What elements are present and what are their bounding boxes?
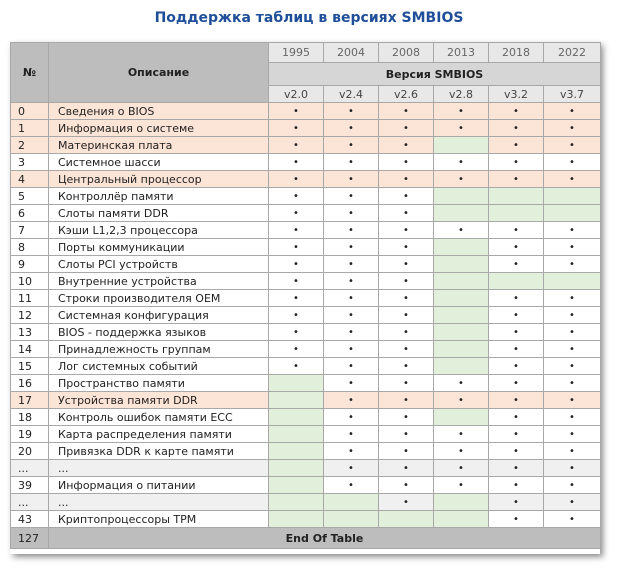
smbios-table-frame bbox=[10, 42, 600, 554]
unsupported-cell bbox=[434, 307, 489, 324]
table-row bbox=[11, 494, 601, 511]
table-row bbox=[11, 511, 601, 528]
support-dot: • bbox=[324, 426, 379, 443]
support-dot: • bbox=[324, 477, 379, 494]
support-dot: • bbox=[324, 154, 379, 171]
support-dot: • bbox=[324, 222, 379, 239]
row-description: Материнская плата bbox=[49, 137, 269, 154]
table-body bbox=[11, 103, 601, 528]
support-dot: • bbox=[544, 120, 601, 137]
row-description: Центральный процессор bbox=[49, 171, 269, 188]
year-header: 2004 bbox=[324, 43, 379, 63]
table-row bbox=[11, 375, 601, 392]
support-dot: • bbox=[434, 171, 489, 188]
row-number: 14 bbox=[11, 341, 49, 358]
support-dot: • bbox=[269, 256, 324, 273]
unsupported-cell bbox=[269, 443, 324, 460]
support-dot: • bbox=[489, 341, 544, 358]
unsupported-cell bbox=[324, 494, 379, 511]
row-description: Привязка DDR к карте памяти bbox=[49, 443, 269, 460]
row-description: BIOS - поддержка языков bbox=[49, 324, 269, 341]
row-description: ... bbox=[49, 460, 269, 477]
table-row bbox=[11, 426, 601, 443]
row-number: 20 bbox=[11, 443, 49, 460]
row-description: Принадлежность группам bbox=[49, 341, 269, 358]
version-header: v2.8 bbox=[434, 86, 489, 103]
unsupported-cell bbox=[434, 256, 489, 273]
table-row bbox=[11, 256, 601, 273]
support-dot: • bbox=[434, 120, 489, 137]
support-dot: • bbox=[489, 477, 544, 494]
support-dot: • bbox=[379, 341, 434, 358]
support-dot: • bbox=[489, 443, 544, 460]
support-dot: • bbox=[324, 273, 379, 290]
unsupported-cell bbox=[434, 290, 489, 307]
support-dot: • bbox=[489, 137, 544, 154]
table-row bbox=[11, 290, 601, 307]
row-number: 0 bbox=[11, 103, 49, 120]
row-description: Информация о питании bbox=[49, 477, 269, 494]
support-dot: • bbox=[489, 290, 544, 307]
support-dot: • bbox=[269, 188, 324, 205]
row-number: 1 bbox=[11, 120, 49, 137]
row-description: Кэши L1,2,3 процессора bbox=[49, 222, 269, 239]
support-dot: • bbox=[544, 358, 601, 375]
support-dot: • bbox=[324, 324, 379, 341]
unsupported-cell bbox=[489, 205, 544, 222]
support-dot: • bbox=[544, 392, 601, 409]
support-dot: • bbox=[379, 358, 434, 375]
support-dot: • bbox=[489, 120, 544, 137]
unsupported-cell bbox=[434, 137, 489, 154]
row-number: 11 bbox=[11, 290, 49, 307]
support-dot: • bbox=[269, 358, 324, 375]
support-dot: • bbox=[434, 426, 489, 443]
row-number: 2 bbox=[11, 137, 49, 154]
row-description: Информация о системе bbox=[49, 120, 269, 137]
table-row bbox=[11, 171, 601, 188]
support-dot: • bbox=[544, 103, 601, 120]
support-dot: • bbox=[434, 375, 489, 392]
unsupported-cell bbox=[434, 341, 489, 358]
support-dot: • bbox=[269, 154, 324, 171]
table-row bbox=[11, 154, 601, 171]
support-dot: • bbox=[489, 409, 544, 426]
row-number: 19 bbox=[11, 426, 49, 443]
end-of-table-row bbox=[11, 528, 601, 549]
support-dot: • bbox=[269, 307, 324, 324]
row-number: 17 bbox=[11, 392, 49, 409]
year-header: 2022 bbox=[544, 43, 601, 63]
unsupported-cell bbox=[434, 273, 489, 290]
row-number: 15 bbox=[11, 358, 49, 375]
support-dot: • bbox=[324, 290, 379, 307]
row-description: Карта распределения памяти bbox=[49, 426, 269, 443]
row-number: 13 bbox=[11, 324, 49, 341]
support-dot: • bbox=[324, 256, 379, 273]
support-dot: • bbox=[544, 154, 601, 171]
table-header bbox=[11, 43, 601, 103]
row-description: Криптопроцессоры TPM bbox=[49, 511, 269, 528]
row-description: Строки производителя OEM bbox=[49, 290, 269, 307]
support-dot: • bbox=[324, 171, 379, 188]
support-dot: • bbox=[379, 443, 434, 460]
support-dot: • bbox=[324, 307, 379, 324]
version-header: v2.6 bbox=[379, 86, 434, 103]
table-row bbox=[11, 392, 601, 409]
support-dot: • bbox=[544, 290, 601, 307]
support-dot: • bbox=[324, 409, 379, 426]
year-header: 2013 bbox=[434, 43, 489, 63]
table-row bbox=[11, 103, 601, 120]
support-dot: • bbox=[269, 120, 324, 137]
page-title: Поддержка таблиц в версиях SMBIOS bbox=[154, 10, 464, 26]
support-dot: • bbox=[269, 324, 324, 341]
row-number: 4 bbox=[11, 171, 49, 188]
support-dot: • bbox=[489, 494, 544, 511]
table-row bbox=[11, 460, 601, 477]
support-dot: • bbox=[434, 222, 489, 239]
support-dot: • bbox=[489, 222, 544, 239]
unsupported-cell bbox=[379, 511, 434, 528]
support-dot: • bbox=[269, 239, 324, 256]
support-dot: • bbox=[324, 120, 379, 137]
support-dot: • bbox=[544, 137, 601, 154]
support-dot: • bbox=[489, 324, 544, 341]
support-dot: • bbox=[544, 494, 601, 511]
support-dot: • bbox=[379, 426, 434, 443]
support-dot: • bbox=[489, 256, 544, 273]
row-number: 39 bbox=[11, 477, 49, 494]
row-number: 9 bbox=[11, 256, 49, 273]
support-dot: • bbox=[434, 103, 489, 120]
table-row bbox=[11, 120, 601, 137]
support-dot: • bbox=[379, 460, 434, 477]
unsupported-cell bbox=[544, 205, 601, 222]
support-dot: • bbox=[489, 392, 544, 409]
unsupported-cell bbox=[269, 375, 324, 392]
row-description: Контроль ошибок памяти ECC bbox=[49, 409, 269, 426]
year-header: 2018 bbox=[489, 43, 544, 63]
support-dot: • bbox=[379, 290, 434, 307]
support-dot: • bbox=[544, 239, 601, 256]
support-dot: • bbox=[489, 239, 544, 256]
row-number: 43 bbox=[11, 511, 49, 528]
support-dot: • bbox=[489, 511, 544, 528]
row-number: 5 bbox=[11, 188, 49, 205]
support-dot: • bbox=[269, 341, 324, 358]
support-dot: • bbox=[434, 154, 489, 171]
support-dot: • bbox=[434, 443, 489, 460]
unsupported-cell bbox=[544, 188, 601, 205]
support-dot: • bbox=[434, 392, 489, 409]
support-dot: • bbox=[434, 460, 489, 477]
support-dot: • bbox=[489, 171, 544, 188]
support-dot: • bbox=[544, 409, 601, 426]
support-dot: • bbox=[544, 222, 601, 239]
row-number: 8 bbox=[11, 239, 49, 256]
table-row bbox=[11, 222, 601, 239]
row-description: Внутренние устройства bbox=[49, 273, 269, 290]
support-dot: • bbox=[324, 443, 379, 460]
unsupported-cell bbox=[269, 460, 324, 477]
row-number: 18 bbox=[11, 409, 49, 426]
row-description: Лог системных событий bbox=[49, 358, 269, 375]
unsupported-cell bbox=[434, 358, 489, 375]
support-dot: • bbox=[379, 409, 434, 426]
row-description: Порты коммуникации bbox=[49, 239, 269, 256]
support-dot: • bbox=[489, 426, 544, 443]
support-dot: • bbox=[489, 154, 544, 171]
unsupported-cell bbox=[434, 188, 489, 205]
support-dot: • bbox=[544, 477, 601, 494]
support-dot: • bbox=[269, 273, 324, 290]
unsupported-cell bbox=[434, 511, 489, 528]
support-dot: • bbox=[379, 307, 434, 324]
support-dot: • bbox=[379, 103, 434, 120]
version-header: v3.7 bbox=[544, 86, 601, 103]
row-description: Пространство памяти bbox=[49, 375, 269, 392]
support-dot: • bbox=[379, 375, 434, 392]
support-dot: • bbox=[489, 375, 544, 392]
unsupported-cell bbox=[489, 188, 544, 205]
unsupported-cell bbox=[324, 511, 379, 528]
unsupported-cell bbox=[269, 409, 324, 426]
support-dot: • bbox=[379, 120, 434, 137]
year-header: 1995 bbox=[269, 43, 324, 63]
column-header-description: Описание bbox=[49, 43, 269, 103]
unsupported-cell bbox=[434, 494, 489, 511]
row-number: 12 bbox=[11, 307, 49, 324]
table-row bbox=[11, 409, 601, 426]
support-dot: • bbox=[434, 477, 489, 494]
table-row bbox=[11, 273, 601, 290]
table-row bbox=[11, 307, 601, 324]
row-description: Устройства памяти DDR bbox=[49, 392, 269, 409]
table-row bbox=[11, 137, 601, 154]
unsupported-cell bbox=[269, 426, 324, 443]
support-dot: • bbox=[379, 239, 434, 256]
support-dot: • bbox=[269, 137, 324, 154]
unsupported-cell bbox=[434, 239, 489, 256]
support-dot: • bbox=[379, 205, 434, 222]
row-number: 7 bbox=[11, 222, 49, 239]
version-header: v2.4 bbox=[324, 86, 379, 103]
support-dot: • bbox=[379, 188, 434, 205]
support-dot: • bbox=[379, 324, 434, 341]
row-description: Слоты памяти DDR bbox=[49, 205, 269, 222]
support-dot: • bbox=[269, 290, 324, 307]
support-dot: • bbox=[324, 341, 379, 358]
unsupported-cell bbox=[489, 273, 544, 290]
support-dot: • bbox=[544, 460, 601, 477]
table-row bbox=[11, 324, 601, 341]
unsupported-cell bbox=[434, 205, 489, 222]
unsupported-cell bbox=[269, 494, 324, 511]
support-dot: • bbox=[544, 256, 601, 273]
column-header-num: № bbox=[11, 43, 49, 103]
support-dot: • bbox=[379, 154, 434, 171]
unsupported-cell bbox=[269, 392, 324, 409]
support-dot: • bbox=[269, 222, 324, 239]
support-dot: • bbox=[544, 443, 601, 460]
support-dot: • bbox=[489, 307, 544, 324]
version-group-header: Версия SMBIOS bbox=[269, 63, 601, 86]
unsupported-cell bbox=[434, 324, 489, 341]
support-dot: • bbox=[489, 460, 544, 477]
row-number: 6 bbox=[11, 205, 49, 222]
support-dot: • bbox=[544, 511, 601, 528]
support-dot: • bbox=[269, 205, 324, 222]
row-number: 127 bbox=[11, 528, 49, 549]
version-header: v3.2 bbox=[489, 86, 544, 103]
row-description: ... bbox=[49, 494, 269, 511]
support-dot: • bbox=[324, 239, 379, 256]
year-header: 2008 bbox=[379, 43, 434, 63]
support-dot: • bbox=[379, 273, 434, 290]
support-dot: • bbox=[324, 205, 379, 222]
row-description: Системное шасси bbox=[49, 154, 269, 171]
row-description: Контроллёр памяти bbox=[49, 188, 269, 205]
support-dot: • bbox=[544, 426, 601, 443]
end-of-table-label: End Of Table bbox=[49, 528, 601, 549]
row-description: Сведения о BIOS bbox=[49, 103, 269, 120]
support-dot: • bbox=[324, 137, 379, 154]
table-row bbox=[11, 477, 601, 494]
support-dot: • bbox=[324, 103, 379, 120]
support-dot: • bbox=[324, 188, 379, 205]
table-row bbox=[11, 239, 601, 256]
table-row bbox=[11, 341, 601, 358]
unsupported-cell bbox=[269, 511, 324, 528]
support-dot: • bbox=[544, 341, 601, 358]
support-dot: • bbox=[544, 171, 601, 188]
table-row bbox=[11, 205, 601, 222]
unsupported-cell bbox=[434, 409, 489, 426]
support-dot: • bbox=[544, 307, 601, 324]
support-dot: • bbox=[544, 375, 601, 392]
support-dot: • bbox=[324, 358, 379, 375]
row-description: Слоты PCI устройств bbox=[49, 256, 269, 273]
support-dot: • bbox=[544, 324, 601, 341]
support-dot: • bbox=[379, 392, 434, 409]
support-dot: • bbox=[489, 358, 544, 375]
row-description: Системная конфигурация bbox=[49, 307, 269, 324]
row-number: 3 bbox=[11, 154, 49, 171]
unsupported-cell bbox=[544, 273, 601, 290]
support-dot: • bbox=[379, 494, 434, 511]
table-row bbox=[11, 188, 601, 205]
table-row bbox=[11, 358, 601, 375]
support-dot: • bbox=[379, 477, 434, 494]
support-dot: • bbox=[379, 256, 434, 273]
row-number: 16 bbox=[11, 375, 49, 392]
support-dot: • bbox=[379, 137, 434, 154]
support-dot: • bbox=[379, 222, 434, 239]
support-dot: • bbox=[379, 171, 434, 188]
support-dot: • bbox=[324, 392, 379, 409]
version-header: v2.0 bbox=[269, 86, 324, 103]
table-row bbox=[11, 443, 601, 460]
support-dot: • bbox=[489, 103, 544, 120]
support-dot: • bbox=[324, 460, 379, 477]
smbios-support-table bbox=[10, 42, 601, 549]
support-dot: • bbox=[324, 375, 379, 392]
support-dot: • bbox=[269, 103, 324, 120]
row-number: ... bbox=[11, 460, 49, 477]
support-dot: • bbox=[269, 171, 324, 188]
row-number: 10 bbox=[11, 273, 49, 290]
unsupported-cell bbox=[269, 477, 324, 494]
row-number: ... bbox=[11, 494, 49, 511]
